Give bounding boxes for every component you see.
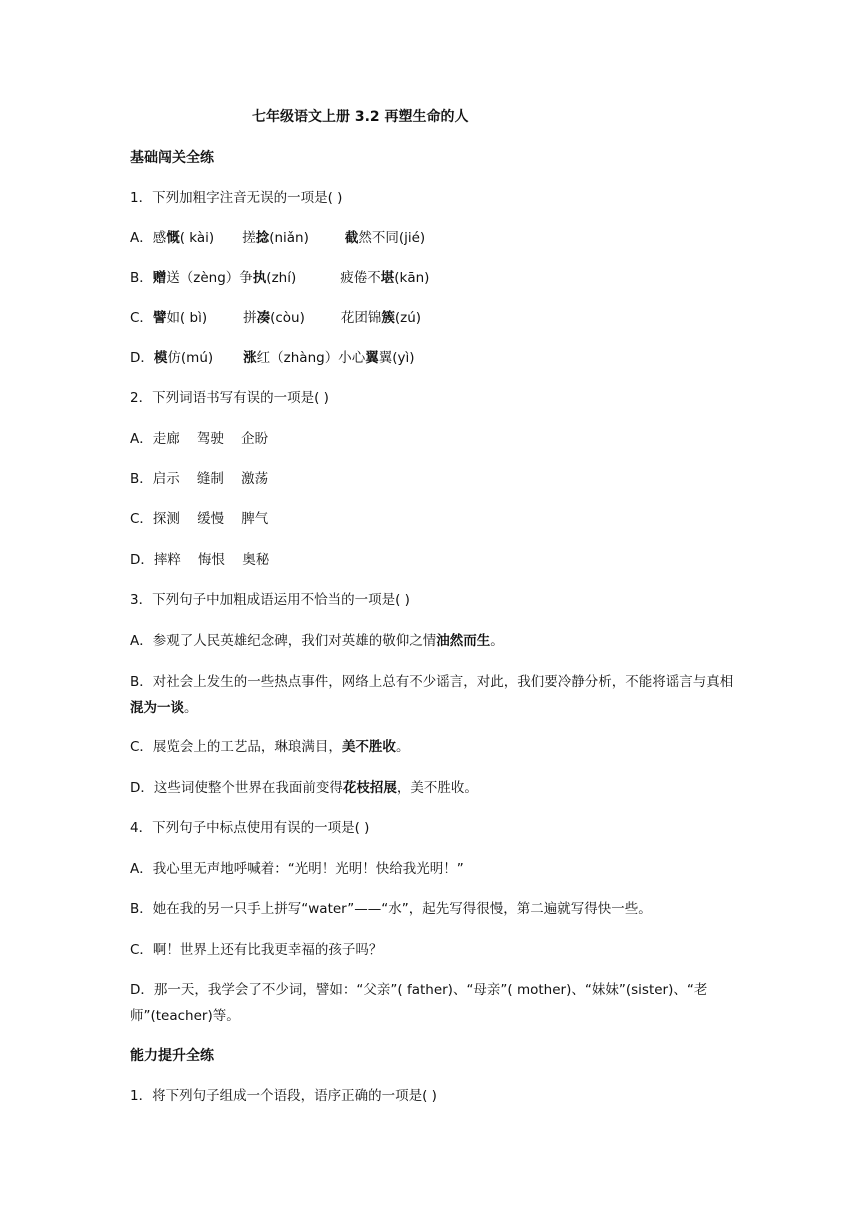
q1-d-prefix: D．	[130, 350, 154, 366]
q1-option-c	[130, 308, 421, 328]
q4-option-c: C．啊！世界上还有比我更幸福的孩子吗？	[130, 942, 383, 958]
q1-a-text-3: (niǎn)	[269, 230, 309, 246]
q3-c-text-2: 。	[395, 739, 410, 755]
q3-d-text-2: ，美不胜收。	[396, 780, 478, 796]
q3-option-b	[130, 669, 740, 721]
q4-stem: 4．下列句子中标点使用有误的一项是( )	[130, 820, 370, 836]
q3-b-bold: 混为一谈	[130, 700, 184, 716]
q1-a-text-1: ( kài)	[179, 230, 215, 246]
q1-c-text-2: 拼	[243, 310, 257, 326]
q1-b-bold-1: 赠	[152, 270, 167, 286]
q3-a-bold: 油然而生	[436, 633, 491, 649]
q1-a-text-2: 搓	[242, 230, 256, 246]
q1-option-b	[130, 268, 429, 288]
q1-a-bold-1: 慨	[166, 230, 180, 246]
q1-c-text-5: (zú)	[394, 310, 422, 326]
q1-c-prefix: C．	[130, 310, 153, 326]
q1-a-text-4: 然不同(jié)	[358, 230, 426, 246]
q1-b-text-3: 疲倦不	[340, 270, 381, 286]
q1-d-text-3: 翼(yì)	[378, 350, 415, 366]
q1-b-text-1: 送（zèng）争	[166, 270, 253, 286]
q4-option-a: A．我心里无声地呼喊着：“光明！光明！快给我光明！”	[130, 861, 464, 877]
q1-c-text-1: 如( bì)	[166, 310, 208, 326]
q1-c-bold-2: 凑	[256, 310, 271, 326]
q3-d-bold: 花枝招展	[342, 780, 397, 796]
q3-option-c	[130, 737, 409, 757]
q1-b-text-2: (zhí)	[266, 270, 297, 286]
q1-d-bold-2: 涨	[243, 350, 257, 366]
q3-a-text-1: A．参观了人民英雄纪念碑，我们对英雄的敬仰之情	[130, 633, 437, 649]
q1-a-prefix: A．感	[130, 230, 167, 246]
q1-b-prefix: B．	[130, 270, 153, 286]
q3-b-text-1: B．对社会上发生的一些热点事件，网络上总有不少谣言，对此，我们要冷静分析，不能将谣言与真相	[130, 674, 734, 690]
q3-stem: 3．下列句子中加粗成语运用不恰当的一项是( )	[130, 592, 410, 608]
document-title: 七年级语文上册 3.2 再塑生命的人	[252, 109, 469, 125]
q1-c-bold-1: 譬	[152, 310, 167, 326]
q1-b-bold-3: 堪	[380, 270, 395, 286]
q1-option-d	[130, 348, 414, 368]
q2-option-d: D．摔粹 悔恨 奥秘	[130, 552, 270, 568]
q1-b-text-4: (kān)	[394, 270, 430, 286]
q2-option-b: B．启示 缝制 激荡	[130, 471, 269, 487]
q4-option-d: D．那一天，我学会了不少词，譬如：“父亲”( father)、“母亲”( mother)、“妹妹”(sister)、“老师”(teacher)等。	[130, 982, 708, 1024]
q1-d-bold-1: 模	[153, 350, 168, 366]
q1-b-bold-2: 执	[252, 270, 267, 286]
q3-option-d	[130, 778, 478, 798]
q3-c-text-1: C．展览会上的工艺品，琳琅满目，	[130, 739, 342, 755]
q1-d-text-2: 红（zhàng）小心	[256, 350, 366, 366]
section-heading-basic: 基础闯关全练	[130, 150, 214, 166]
q2-stem: 2．下列词语书写有误的一项是( )	[130, 390, 329, 406]
q1-a-bold-2: 捻	[255, 230, 270, 246]
q5-stem: 1．将下列句子组成一个语段，语序正确的一项是( )	[130, 1088, 437, 1104]
q1-a-bold-3: 截	[344, 230, 359, 246]
q1-option-a	[130, 228, 425, 248]
q1-d-bold-3: 翼	[365, 350, 379, 366]
q1-stem: 1．下列加粗字注音无误的一项是( )	[130, 190, 343, 206]
q2-option-a: A．走廊 驾驶 企盼	[130, 431, 269, 447]
q3-d-text-1: D．这些词使整个世界在我面前变得	[130, 780, 343, 796]
section-heading-advanced: 能力提升全练	[130, 1048, 214, 1064]
q3-b-text-2: 。	[184, 700, 198, 716]
q1-c-bold-3: 簇	[381, 310, 395, 326]
q1-c-text-4: 花团锦	[340, 310, 382, 326]
q3-c-bold: 美不胜收	[341, 739, 396, 755]
q1-d-text-1: 仿(mú)	[167, 350, 214, 366]
q1-c-text-3: (còu)	[270, 310, 305, 326]
q2-option-c: C．探测 缓慢 脾气	[130, 511, 269, 527]
q3-a-text-2: 。	[490, 633, 504, 649]
q4-option-b: B．她在我的另一只手上拼写“water”——“水”，起先写得很慢，第二遍就写得快一些。	[130, 901, 652, 917]
q3-option-a	[130, 631, 504, 651]
